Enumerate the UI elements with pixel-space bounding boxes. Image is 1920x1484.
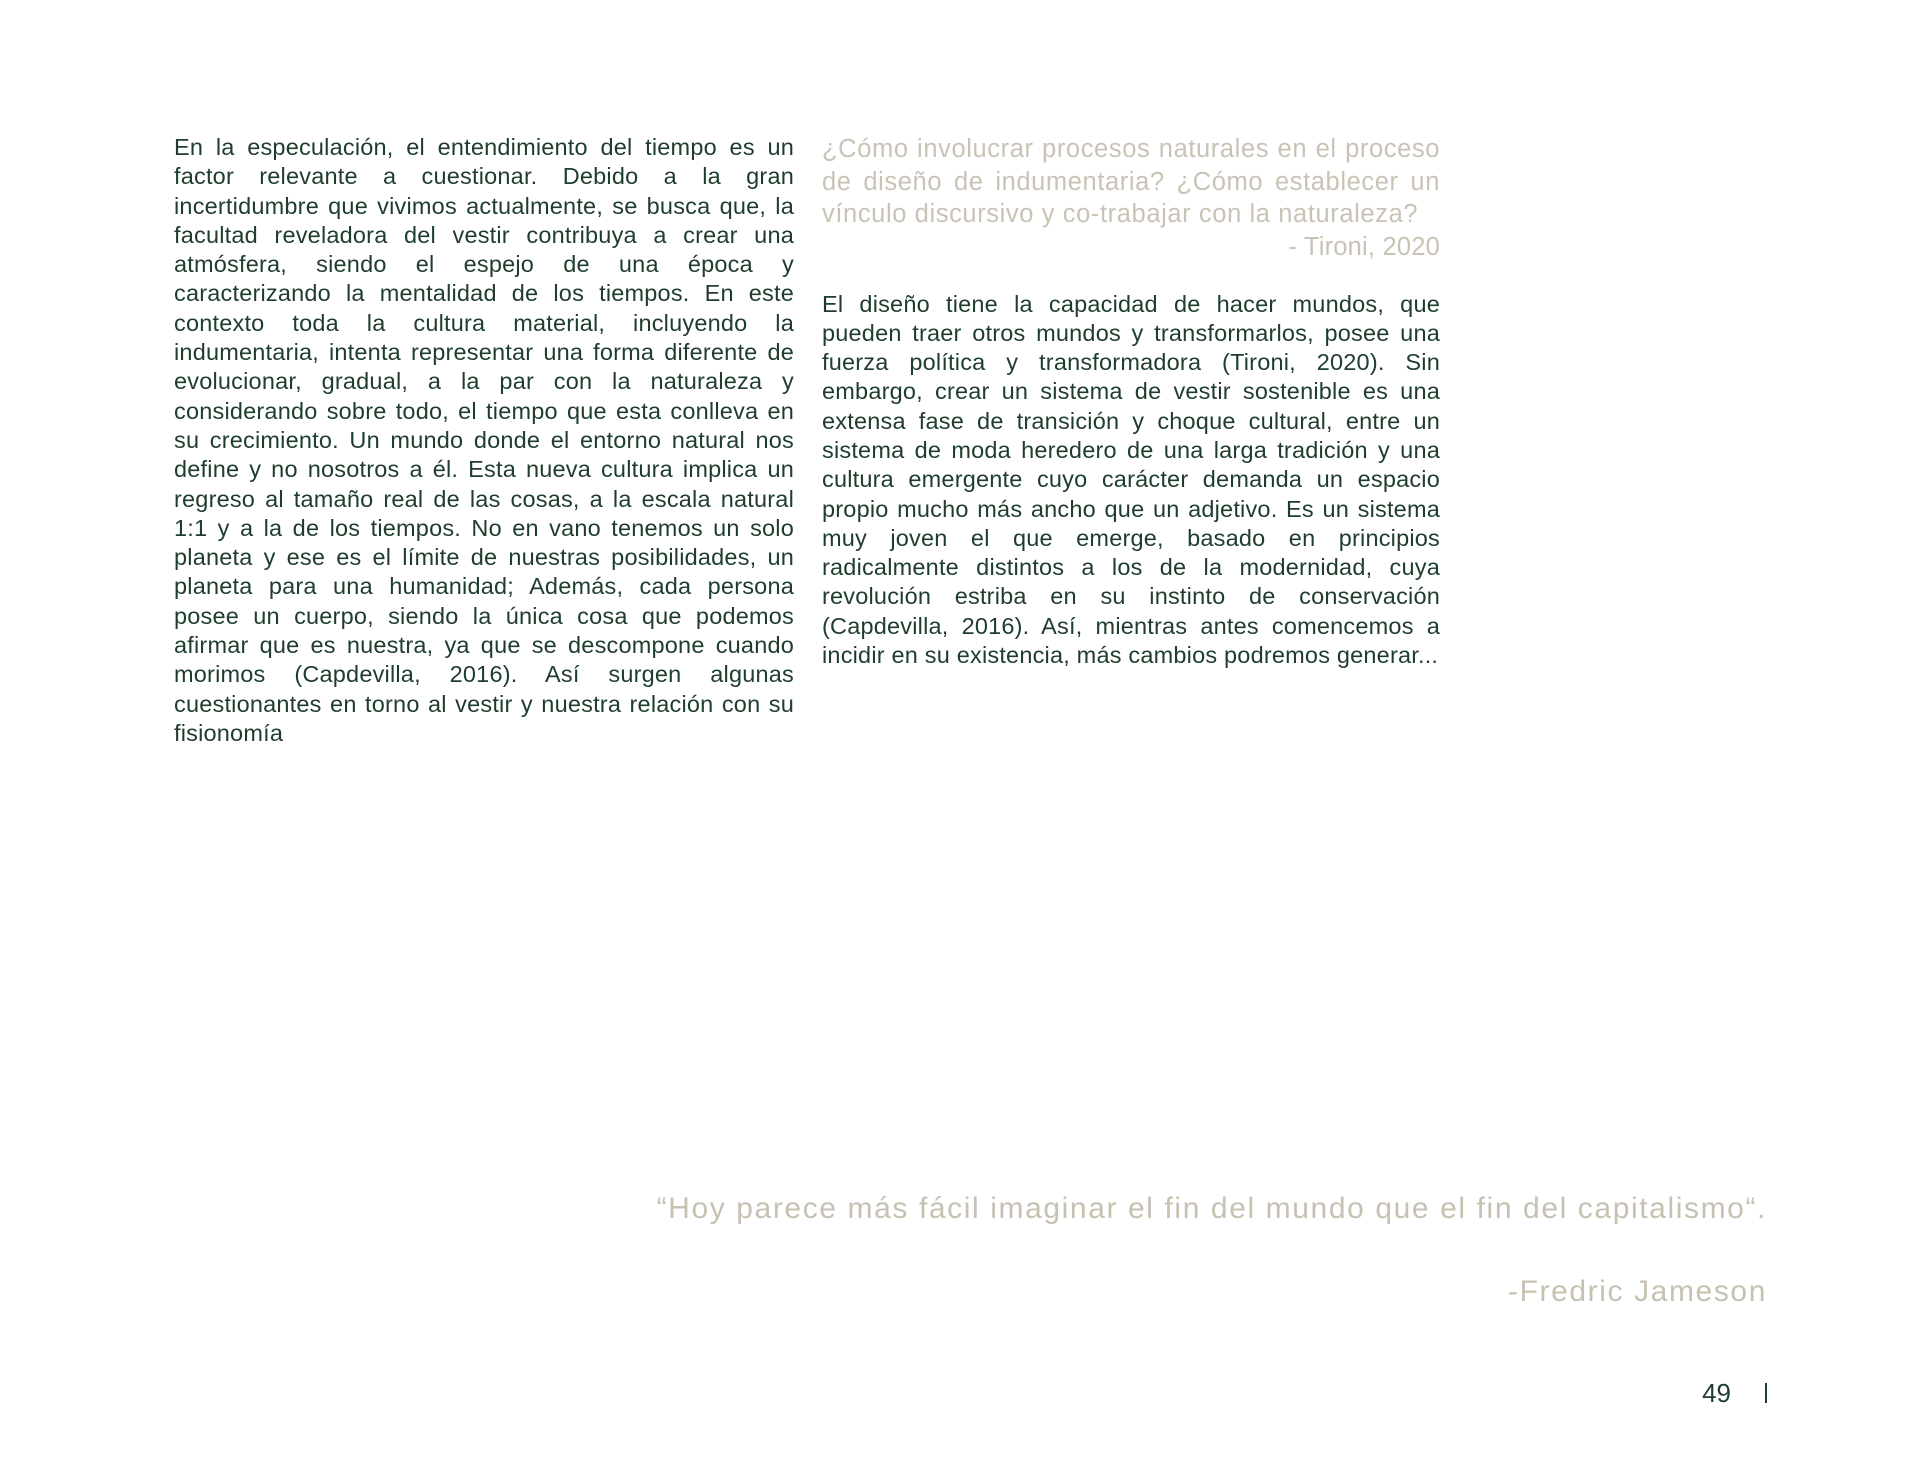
epigraph-quote: “Hoy parece más fácil imaginar el fin del mundo que el fin del capitalismo“. bbox=[656, 1192, 1767, 1225]
page-number: 49 bbox=[1702, 1378, 1731, 1408]
page-footer bbox=[1702, 1378, 1767, 1409]
quote-attribution: - Tironi, 2020 bbox=[1288, 232, 1440, 261]
left-column bbox=[174, 133, 794, 748]
left-body-paragraph: En la especulación, el entendimiento del tiempo es un factor relevante a cuestionar. Debido a la gran incertidumbre que vivimos actualmente, se busca que, la facultad reveladora del vestir contribuya a crear una atmósfera, siendo el espejo de una época y caracterizando la mentalidad de los tiempos. En este contexto toda la cultura material, incluyendo la indumentaria, intenta representar una forma diferente de evolucionar, gradual, a la par con la naturaleza y considerando sobre todo, el tiempo que esta conlleva en su crecimiento. Un mundo donde el entorno natural nos define y no nosotros a él. Esta nueva cultura implica un regreso al tamaño real de las cosas, a la escala natural 1:1 y a la de los tiempos. No en vano tenemos un solo planeta y ese es el límite de nuestras posibilidades, un planeta para una humanidad; Además, cada persona posee un cuerpo, siendo la única cosa que podemos afirmar que es nuestra, ya que se descompone cuando morimos (Capdevilla, 2016). Así surgen algunas cuestionantes en torno al vestir y nuestra relación con su fisionomía bbox=[174, 134, 794, 746]
right-body-paragraph: El diseño tiene la capacidad de hacer mundos, que pueden traer otros mundos y transformarlos, posee una fuerza política y transformadora (Tironi, 2020). Sin embargo, crear un sistema de vestir sostenible es una extensa fase de transición y choque cultural, entre un sistema de moda heredero de una larga tradición y una cultura emergente cuyo carácter demanda un espacio propio mucho más ancho que un adjetivo. Es un sistema muy joven el que emerge, basado en principios radicalmente distintos a los de la modernidad, cuya revolución estriba en su instinto de conservación (Capdevilla, 2016). Así, mientras antes comencemos a incidir en su existencia, más cambios podremos generar... bbox=[822, 290, 1440, 669]
right-column bbox=[822, 133, 1440, 670]
page-number-separator bbox=[1765, 1383, 1767, 1403]
epigraph-author: -Fredric Jameson bbox=[1508, 1275, 1767, 1308]
research-question-quote: ¿Cómo involucrar procesos naturales en el proceso de diseño de indumentaria? ¿Cómo establecer un vínculo discursivo y co-trabajar con la naturaleza? bbox=[822, 135, 1440, 228]
